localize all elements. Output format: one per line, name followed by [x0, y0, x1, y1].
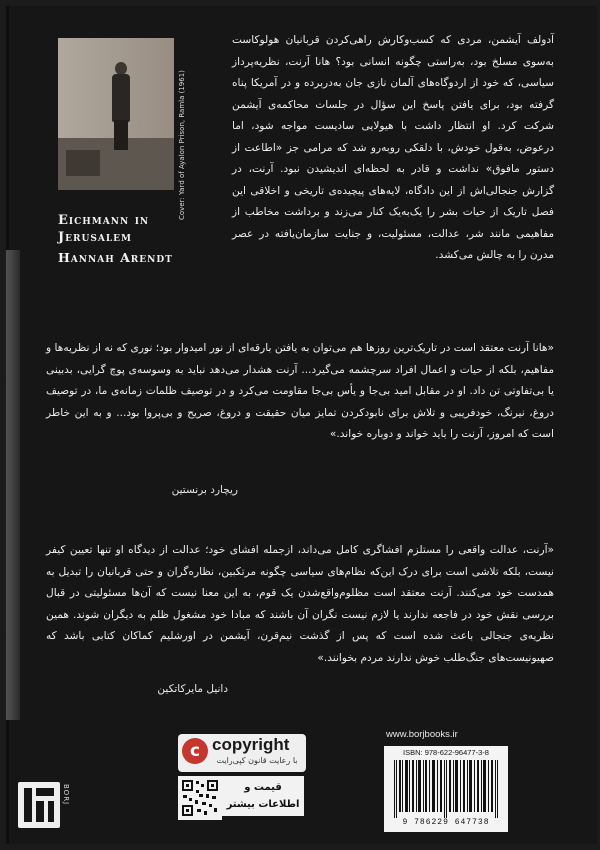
publisher-name: BORJ — [62, 784, 70, 806]
title-line-1: Eichmann in — [58, 213, 150, 228]
cover-photo — [58, 38, 174, 190]
photo-figure-legs — [114, 120, 128, 150]
author-name-english: Hannah Arendt — [58, 250, 173, 265]
barcode — [384, 746, 508, 832]
isbn-number: ISBN: 978-622-96477-3-8 — [403, 748, 489, 757]
barcode-number: 9 786229 647738 — [402, 818, 490, 827]
qr-code-graphic — [180, 778, 220, 818]
review-1-author: ریچارد برنستین — [171, 484, 238, 496]
copyright-icon: c — [182, 738, 208, 764]
title-line-2: Jerusalem — [58, 230, 132, 245]
price-info-label — [222, 776, 304, 816]
review-2-author: دانیل مایرکاتکین — [157, 683, 228, 695]
book-blurb: آدولف آیشمن، مردی که کسب‌وکارش راهی‌کردن قربانیان هولوکاست به‌سوی مسلخ بود، به‌راستی چگونه انسانی بود؟ هانا آرنت، نظریه‌پرداز سیاسی، که خود از اردوگاه‌های آلمان نازی جان به‌دربرده و در آمریکا پناه گرفته بود، برای یافتن پاسخ این سؤال در جلسات محاکمه‌ی آیشمن شرکت کرد. او انتظار داشت با هیولایی سادیست مواجه شود، اما درعوض، به‌قول خودش، با دلقکی روبه‌رو شد که مرامی جز «اطاعت از دستور مافوق» نداشت و قادر به لحظه‌ای اندیشیدن نبود. آرنت، در گزارش جنجالی‌اش از این دادگاه، لایه‌های پیچیده‌ی تاریخی و اخلاقی این فصل تاریک از حیات بشر را یک‌به‌یک کنار می‌زند و برداشت مخاطب از مفاهیمی مانند شر، عدالت، مسئولیت، و جنایت سازمان‌یافته در عصر مدرن را به چالش می‌کشد. — [232, 34, 554, 261]
review-quote-1: «هانا آرنت معتقد است در تاریک‌ترین روزها هم می‌توان به یافتن بارقه‌ای از نور امیدوار بود؛ نوری که نه از نظریه‌ها و مفاهیم، بلکه از حیات و اعمال افراد سرچشمه می‌گیرد... آرنت هشدار می‌دهد نباید به وسوسه‌ی پوچ گرایی، بدبینی یا بی‌تفاوتی تن داد. او در مقابل امید بی‌جا و یأس بی‌جا مقاومت می‌کرد و در توصیف ظلمات زمانه‌ی ما، در توصیف دروغ، نیرنگ، خودفریبی و تلاش برای نابودکردن تمایز میان حقیقت و دروغ، صریح و بی‌پروا بود... و به این خاطر است که امروز، آرنت را باید خواند و دوباره خواند.» — [46, 342, 554, 440]
price-label-line-1: قیمت و — [244, 782, 282, 793]
copyright-subtitle: با رعایت قانون کپی‌رایت — [216, 756, 298, 765]
review-quote-2: «آرنت، عدالت واقعی را مستلزم افشاگری کامل می‌داند، ازجمله افشای خود؛ عدالت از دیدگاه او تنها تعیین کیفر نیست، بلکه تلاشی است برای درک این‌که نظام‌های سیاسی چگونه مرتکبین، نظاره‌گران و حتی قربانیان را تبدیل به همدست خود می‌کنند. آرنت معتقد است مظلوم‌واقع‌شدن یک قوم، به این معنا نیست که آن‌ها مسئولیتی در قبال بررسی نقش خود در فاجعه ندارند یا لازم نیست نگران آن باشند که مبادا خود مشغول ظلم به دیگران شوند. همین نظریه‌ی جنجالی باعث شده است که پس از گذشت نیم‌قرن، آیشمن در اورشلیم کماکان کتابی باشد که صهیونیست‌های جنگ‌طلب خوش ندارند مردم بخوانند.» — [46, 544, 554, 664]
qr-code-icon[interactable] — [178, 776, 222, 820]
photo-figure-body — [112, 74, 130, 122]
photo-table — [66, 150, 100, 176]
publisher-logo — [18, 782, 60, 828]
price-label-line-2: اطلاعات بیشتر — [226, 799, 300, 810]
barcode-bars — [392, 760, 500, 818]
spine-edge — [6, 250, 20, 720]
copyright-badge — [178, 734, 306, 772]
cover-caption: Cover: Yard of Ayalon Prison, Ramla (1961) — [178, 70, 186, 220]
publisher-website[interactable]: www.borjbooks.ir — [386, 729, 458, 740]
copyright-word: copyright — [212, 735, 290, 754]
book-title-english — [58, 212, 208, 246]
